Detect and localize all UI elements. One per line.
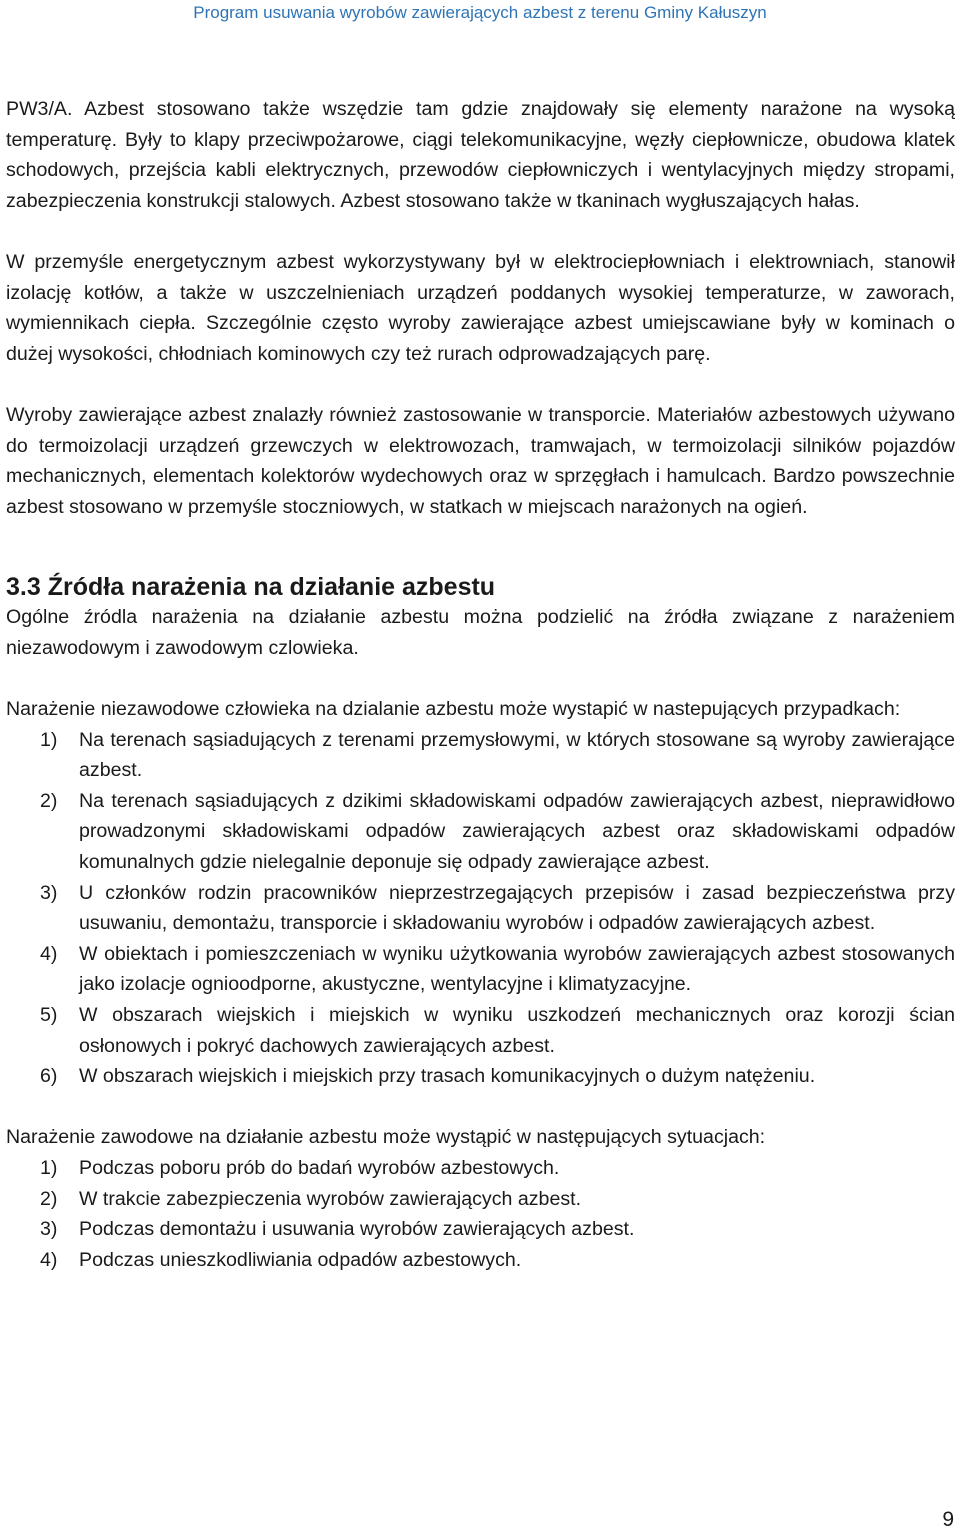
list-item-number: 2): [40, 1187, 58, 1210]
list-item: [6, 939, 955, 1000]
list-item-text: Na terenach sąsiadujących z dzikimi składowiskami odpadów zawierających azbest, nieprawidłowo prowadzonymi składowiskami odpadów zawierających azbest oraz składowiskami odpadów komunalnych gdzie nielegalnie deponuje się odpady zawierające azbest.: [79, 789, 955, 874]
list-item: [6, 1153, 955, 1184]
occupational-lead: Narażenie zawodowe na działanie azbestu może wystąpić w następujących sytuacjach:: [6, 1126, 766, 1149]
list-item: [6, 1000, 955, 1061]
list-item-number: 1): [40, 728, 58, 751]
paragraph-pw3a: PW3/A. Azbest stosowano także wszędzie tam gdzie znajdowały się elementy narażone na wysoką temperaturę. Były to klapy przeciwpożarowe, ciągi telekomunikacyjne, węzły ciepłownicze, obudowa klatek schodowych, przejścia kabli elektrycznych, przewodów ciepłowniczych i wentylacyjnych między stropami, zabezpieczenia konstrukcji stalowych. Azbest stosowano także w tkaninach wygłuszających hałas.: [6, 98, 955, 212]
page-header-title: Program usuwania wyrobów zawierających azbest z terenu Gminy Kałuszyn: [193, 3, 767, 22]
list-item-number: 4): [40, 1248, 58, 1271]
list-item-text: W obszarach wiejskich i miejskich przy trasach komunikacyjnych o dużym natężeniu.: [79, 1065, 816, 1088]
list-item: [6, 1214, 955, 1245]
list-item-number: 3): [40, 1218, 58, 1241]
section-intro: Ogólne źródla narażenia na działanie azbestu można podzielić na źródła związane z narażeniem niezawodowym i zawodowym czlowieka.: [6, 606, 955, 659]
list-item-number: 4): [40, 942, 58, 965]
list-item: [6, 1184, 955, 1215]
non-occupational-list: [6, 725, 955, 1092]
list-item: [6, 1245, 955, 1276]
paragraph-energy-industry: W przemyśle energetycznym azbest wykorzystywany był w elektrociepłowniach i elektrowniach, stanowił izolację kotłów, a także w uszczelnieniach urządzeń poddanych wysokiej temperaturze, w zaworach, wymiennikach ciepła. Szczególnie często wyroby zawierające azbest umiejscawiane były w kominach o dużej wysokości, chłodniach kominowych czy też rurach odprowadzających parę.: [6, 250, 955, 365]
list-item-number: 5): [40, 1004, 58, 1027]
list-item-text: Podczas demontażu i usuwania wyrobów zawierających azbest.: [79, 1218, 635, 1241]
section-heading: [6, 570, 955, 602]
document-body: [6, 94, 955, 1275]
section-title: Źródła narażenia na działanie azbestu: [47, 573, 496, 602]
occupational-list: [6, 1153, 955, 1275]
list-item-text: W obiektach i pomieszczeniach w wyniku użytkowania wyrobów zawierających azbest stosowanych jako izolacje ognioodporne, akustyczne, wentylacyjne i klimatyzacyjne.: [79, 942, 955, 996]
list-item: [6, 725, 955, 786]
list-item-number: 2): [40, 789, 58, 812]
list-item: [6, 1061, 955, 1092]
paragraph-transport: Wyroby zawierające azbest znalazły również zastosowanie w transporcie. Materiałów azbestowych używano do termoizolacji urządzeń grzewczych w elektrowozach, tramwajach, w termoizolacji silników pojazdów mechanicznych, elementach kolektorów wydechowych oraz w sprzęgłach i hamulcach. Bardzo powszechnie azbest stosowano w przemyśle stoczniowych, w statkach w miejscach narażonych na ogień.: [6, 403, 955, 518]
list-item: [6, 786, 955, 878]
section-number: 3.3: [6, 573, 41, 602]
list-item-text: W trakcie zabezpieczenia wyrobów zawierających azbest.: [79, 1187, 582, 1210]
list-item-text: Podczas poboru prób do badań wyrobów azbestowych.: [79, 1157, 560, 1179]
list-item-number: 6): [40, 1065, 58, 1088]
page-number: 9: [942, 1508, 954, 1531]
list-item-text: W obszarach wiejskich i miejskich w wyniku uszkodzeń mechanicznych oraz korozji ścian osłonowych i pokryć dachowych zawierających azbest.: [79, 1004, 955, 1057]
list-item: [6, 878, 955, 939]
list-item-number: 3): [40, 881, 58, 904]
list-item-text: Podczas unieszkodliwiania odpadów azbestowych.: [79, 1248, 522, 1271]
list-item-text: U członków rodzin pracowników nieprzestrzegających przepisów i zasad bezpieczeństwa przy usuwaniu, demontażu, transporcie i składowaniu wyrobów i odpadów zawierających azbest.: [79, 881, 955, 935]
non-occupational-lead: Narażenie niezawodowe człowieka na dzialanie azbestu może wystapić w nastepujących przypadkach:: [6, 698, 901, 721]
list-item-text: Na terenach sąsiadujących z terenami przemysłowymi, w których stosowane są wyroby zawierające azbest.: [79, 728, 955, 782]
list-item-number: 1): [40, 1157, 58, 1179]
